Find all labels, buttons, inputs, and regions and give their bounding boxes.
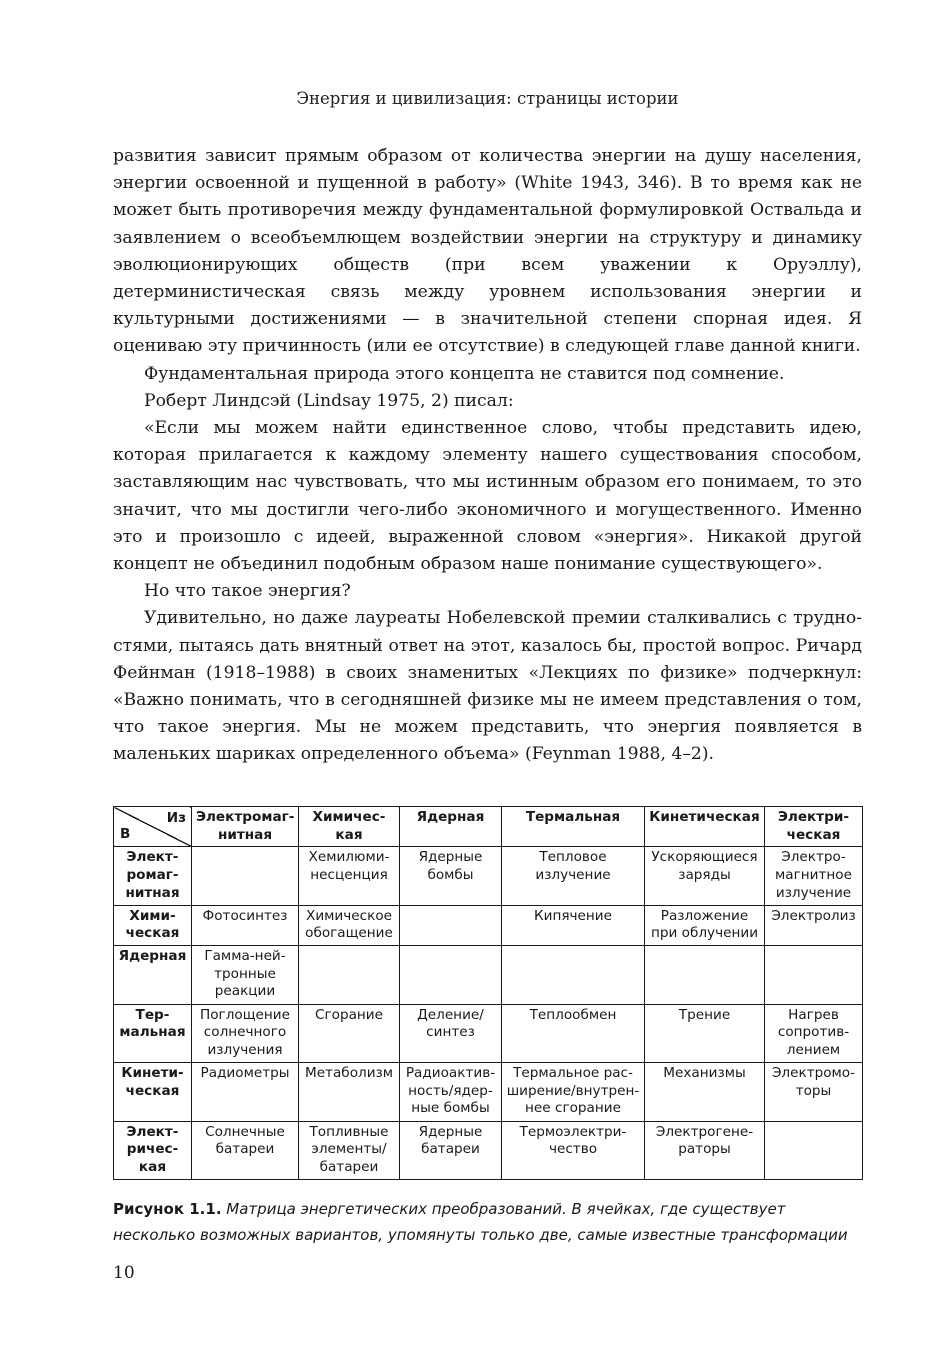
row-header: Электрическая: [114, 1121, 192, 1180]
matrix-cell: Механизмы: [645, 1063, 765, 1121]
matrix-row: [114, 1063, 863, 1121]
matrix-cell: Нагрев сопротивлением: [765, 1004, 863, 1062]
paragraph: Роберт Линдсэй (Lindsay 1975, 2) писал:: [144, 390, 514, 411]
matrix-cell: Солнечные батареи: [192, 1121, 299, 1180]
matrix-corner-cell: [114, 807, 192, 847]
matrix-cell: [502, 946, 645, 1004]
matrix-cell: Деление/ синтез: [400, 1004, 502, 1062]
row-header: Ядерная: [114, 946, 192, 1004]
paragraph: развития зависит прямым образом от количества энергии на душу населения, энергии освоенной и пущенной в работу» (White 1943, 346). В то время как не может быть противоречия между фундаментальной формулировкой Оствальда и заявлением о всеобъемлющем воздействии энергии на структуру и динамику эволюционирующих обществ (при всем уважении к Оруэллу), детерминистическая связь между уровнем использования энергии и культурными достижениями — в значительной степени спорная идея. Я оцениваю эту причинность (или ее отсутствие) в следующей главе данной книги.: [113, 146, 862, 357]
matrix-cell: Теплообмен: [502, 1004, 645, 1062]
matrix-cell: Ядерные бомбы: [400, 847, 502, 905]
column-header: Химическая: [299, 807, 400, 847]
paragraph: Фундаментальная природа этого концепта не ставится под сомнение.: [144, 363, 785, 384]
matrix-cell: [400, 946, 502, 1004]
paragraph: Удивительно, но даже лауреаты Нобелевской премии сталкивались с трудностями, пытаясь дать внятный ответ на этот, казалось бы, простой вопрос. Ричард Фейнман (1918–1988) в своих знаменитых «Лекциях по физике» подчеркнул: «Важно понимать, что в сегодняшней физике мы не имеем представления о том, что такое энергия. Мы не можем представить, что энергия появляется в маленьких шариках определенного объема» (Feynman 1988, 4–2).: [113, 608, 862, 765]
corner-from-label: Из: [166, 810, 186, 826]
matrix-cell: Фотосинтез: [192, 905, 299, 945]
matrix-cell: Химическое обогащение: [299, 905, 400, 945]
matrix-cell: Разложение при облучении: [645, 905, 765, 945]
matrix-cell: Радиоактивность/ядерные бомбы: [400, 1063, 502, 1121]
matrix-cell: Ускоряющиеся заряды: [645, 847, 765, 905]
matrix-cell: Термальное расширение/внутреннее сгорание: [502, 1063, 645, 1121]
paragraph: Но что такое энергия?: [144, 581, 351, 602]
matrix-row: [114, 1121, 863, 1180]
column-header: Термальная: [502, 807, 645, 847]
body-text: [113, 143, 862, 769]
matrix-cell: Поглощение солнечного излучения: [192, 1004, 299, 1062]
matrix-cell: [765, 1121, 863, 1180]
matrix-row: [114, 847, 863, 905]
row-header: Электромагнитная: [114, 847, 192, 905]
matrix-cell: Электромоторы: [765, 1063, 863, 1121]
matrix-row: [114, 946, 863, 1004]
column-header: Кинетическая: [645, 807, 765, 847]
row-header: Термальная: [114, 1004, 192, 1062]
matrix-cell: Электромагнитное излучение: [765, 847, 863, 905]
column-header: Электромагнитная: [192, 807, 299, 847]
matrix-cell: Хемилюминесценция: [299, 847, 400, 905]
matrix-row: [114, 1004, 863, 1062]
matrix-cell: Термоэлектричество: [502, 1121, 645, 1180]
running-head: Энергия и цивилизация: страницы истории: [296, 89, 679, 108]
matrix-cell: Топливные элементы/ батареи: [299, 1121, 400, 1180]
matrix-cell: Кипячение: [502, 905, 645, 945]
matrix-row: [114, 905, 863, 945]
figure-caption: [113, 1196, 862, 1248]
column-header: Электрическая: [765, 807, 863, 847]
quote-paragraph: «Если мы можем найти единственное слово, чтобы представить идею, которая прилагается к каждому элементу нашего существования способом, заставляющим нас чувствовать, что мы истинным образом его понимаем, то это значит, что мы достигли чего-либо экономичного и могущественного. Именно это и произошло с идеей, выраженной словом «энергия». Никакой другой концепт не объединил подобным образом наше понимание существующего».: [113, 418, 862, 575]
matrix-cell: Тепловое излучение: [502, 847, 645, 905]
figure-caption-text: Матрица энергетических преобразований. В ячейках, где существует несколько возможных вариантов, упомянуты только две, самые известные трансформации: [113, 1200, 848, 1244]
matrix-cell: [765, 946, 863, 1004]
matrix-cell: Электрогенераторы: [645, 1121, 765, 1180]
row-header: Кинетическая: [114, 1063, 192, 1121]
matrix-cell: Электролиз: [765, 905, 863, 945]
matrix-cell: [192, 847, 299, 905]
matrix-cell: Метаболизм: [299, 1063, 400, 1121]
matrix-cell: Ядерные батареи: [400, 1121, 502, 1180]
matrix-cell: Трение: [645, 1004, 765, 1062]
energy-conversion-matrix: [113, 806, 863, 1180]
matrix-cell: [645, 946, 765, 1004]
matrix-cell: [299, 946, 400, 1004]
matrix-cell: Сгорание: [299, 1004, 400, 1062]
row-header: Химическая: [114, 905, 192, 945]
matrix-cell: Радиометры: [192, 1063, 299, 1121]
page-number: 10: [113, 1263, 135, 1283]
matrix-cell: [400, 905, 502, 945]
column-header: Ядерная: [400, 807, 502, 847]
figure-caption-label: Рисунок 1.1.: [113, 1200, 222, 1218]
corner-to-label: В: [120, 825, 131, 842]
matrix-cell: Гамма-нейтронные реакции: [192, 946, 299, 1004]
